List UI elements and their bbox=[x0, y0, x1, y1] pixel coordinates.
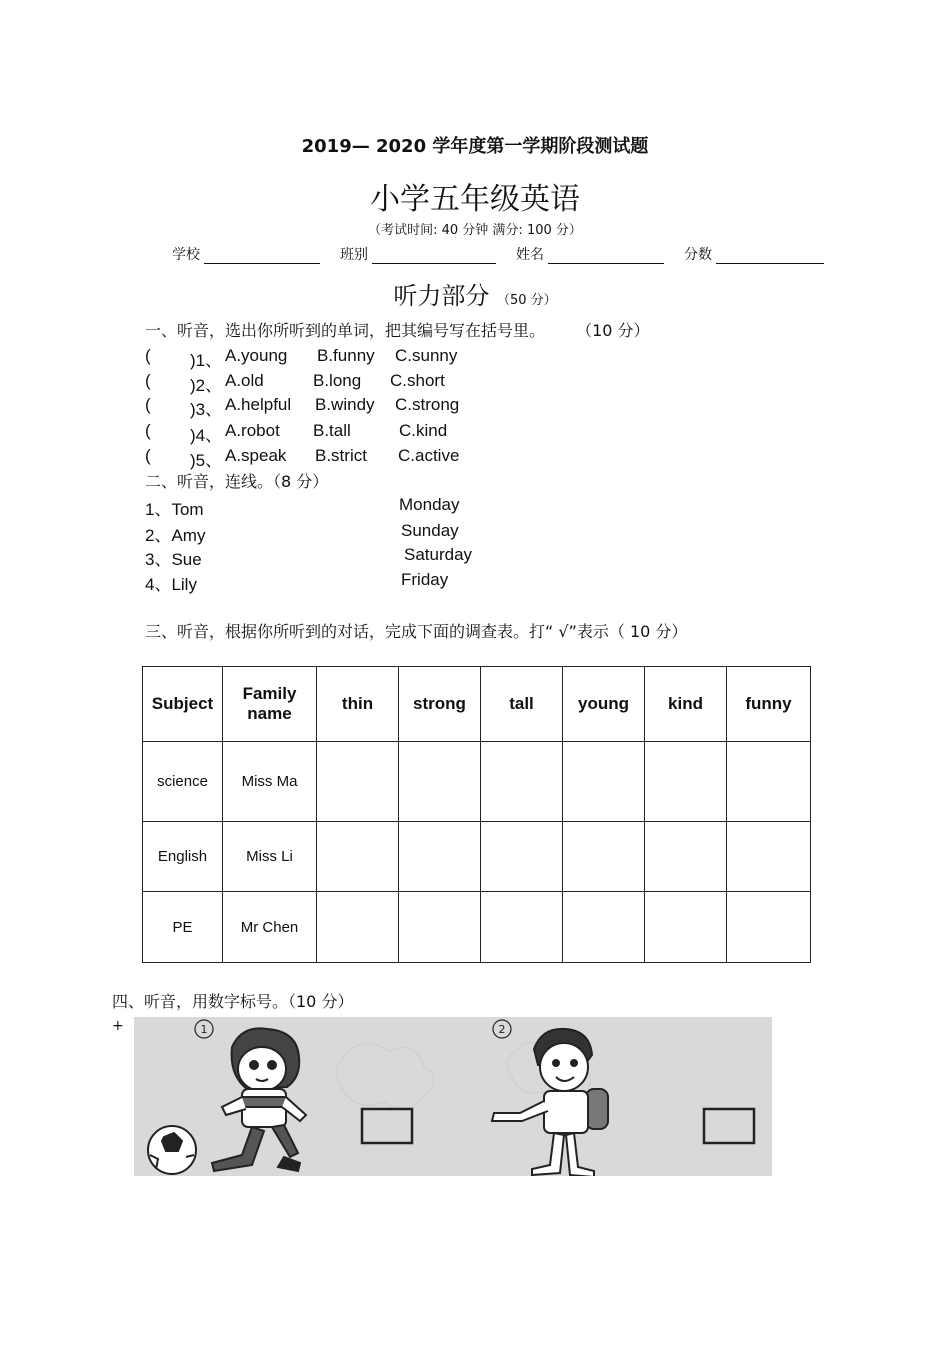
field-class bbox=[340, 244, 496, 264]
check-cell[interactable] bbox=[399, 822, 481, 892]
match-left-2[interactable]: 2、Amy bbox=[145, 526, 206, 545]
check-cell[interactable] bbox=[481, 892, 563, 963]
field-name-label: 姓名 bbox=[516, 247, 544, 263]
cell-family-name: Miss Li bbox=[223, 822, 317, 892]
match-right-2[interactable]: Sunday bbox=[401, 521, 459, 540]
field-school-line[interactable] bbox=[204, 245, 320, 264]
boy-with-backpack bbox=[492, 1029, 608, 1176]
soccer-ball bbox=[148, 1126, 196, 1174]
cell-subject: English bbox=[143, 822, 223, 892]
table-row bbox=[143, 822, 811, 892]
header-subject: Subject bbox=[143, 667, 223, 742]
check-cell[interactable] bbox=[481, 742, 563, 822]
illustration-strip bbox=[134, 1017, 772, 1176]
check-cell[interactable] bbox=[645, 742, 727, 822]
check-cell[interactable] bbox=[399, 742, 481, 822]
check-cell[interactable] bbox=[317, 822, 399, 892]
check-cell[interactable] bbox=[727, 822, 811, 892]
exam-header-title: 2019— 2020 学年度第一学期阶段测试题 bbox=[301, 136, 649, 157]
field-school-label: 学校 bbox=[172, 247, 200, 263]
match-left-1[interactable]: 1、Tom bbox=[145, 500, 204, 519]
boy-kicking-ball bbox=[212, 1028, 306, 1171]
match-left-3[interactable]: 3、Sue bbox=[145, 550, 202, 569]
listening-score: （50 分） bbox=[496, 293, 557, 308]
part1-score: （10 分） bbox=[576, 321, 650, 340]
match-right-4[interactable]: Friday bbox=[401, 570, 449, 589]
answer-box-1[interactable] bbox=[362, 1109, 412, 1143]
check-cell[interactable] bbox=[645, 822, 727, 892]
cell-subject: science bbox=[143, 742, 223, 822]
answer-paren[interactable]: ( bbox=[145, 395, 151, 414]
answer-box-2[interactable] bbox=[704, 1109, 754, 1143]
table-row bbox=[143, 892, 811, 963]
field-score-label: 分数 bbox=[684, 247, 712, 263]
part4-instruction: 四、听音，用数字标号。（10 分） bbox=[112, 992, 354, 1011]
field-name bbox=[516, 244, 664, 264]
check-cell[interactable] bbox=[317, 742, 399, 822]
field-name-line[interactable] bbox=[548, 245, 664, 264]
exam-subject-title: 小学五年级英语 bbox=[370, 182, 580, 217]
check-cell[interactable] bbox=[727, 742, 811, 822]
check-cell[interactable] bbox=[645, 892, 727, 963]
header-strong: strong bbox=[399, 667, 481, 742]
field-school bbox=[172, 244, 320, 264]
answer-paren[interactable]: ( bbox=[145, 371, 151, 390]
field-score-line[interactable] bbox=[716, 245, 824, 264]
field-class-line[interactable] bbox=[372, 245, 496, 264]
part3-instruction: 三、听音，根据你所听到的对话，完成下面的调查表。打“ √”表示（ 10 分） bbox=[145, 622, 688, 641]
cartoon-illustration bbox=[134, 1017, 772, 1176]
part1-instruction: 一、听音，选出你所听到的单词，把其编号写在括号里。 （10 分） bbox=[145, 321, 650, 340]
check-cell[interactable] bbox=[317, 892, 399, 963]
answer-paren[interactable]: ( bbox=[145, 446, 151, 465]
match-left-4[interactable]: 4、Lily bbox=[145, 575, 197, 594]
survey-table bbox=[142, 666, 811, 963]
header-thin: thin bbox=[317, 667, 399, 742]
listening-section-title bbox=[0, 276, 950, 311]
check-cell[interactable] bbox=[481, 822, 563, 892]
header-funny: funny bbox=[727, 667, 811, 742]
svg-text:1: 1 bbox=[200, 1023, 208, 1036]
table-header-row bbox=[143, 667, 811, 742]
match-right-1[interactable]: Monday bbox=[399, 495, 460, 514]
part2-instruction: 二、听音，连线。（8 分） bbox=[145, 472, 329, 491]
svg-text:2: 2 bbox=[498, 1023, 506, 1036]
match-right-3[interactable]: Saturday bbox=[404, 545, 473, 564]
check-cell[interactable] bbox=[563, 822, 645, 892]
answer-paren[interactable]: ( bbox=[145, 346, 151, 365]
answer-paren[interactable]: ( bbox=[145, 421, 151, 440]
field-score bbox=[684, 244, 824, 264]
field-class-label: 班别 bbox=[340, 247, 368, 263]
plus-mark: + bbox=[112, 1018, 124, 1034]
check-cell[interactable] bbox=[727, 892, 811, 963]
listening-title: 听力部分 bbox=[393, 282, 490, 310]
cell-subject: PE bbox=[143, 892, 223, 963]
header-tall: tall bbox=[481, 667, 563, 742]
check-cell[interactable] bbox=[563, 892, 645, 963]
header-young: young bbox=[563, 667, 645, 742]
header-kind: kind bbox=[645, 667, 727, 742]
check-cell[interactable] bbox=[399, 892, 481, 963]
cell-family-name: Miss Ma bbox=[223, 742, 317, 822]
header-family-name: Family name bbox=[223, 667, 317, 742]
exam-info: （考试时间: 40 分钟 满分: 100 分） bbox=[368, 223, 582, 238]
cell-family-name: Mr Chen bbox=[223, 892, 317, 963]
check-cell[interactable] bbox=[563, 742, 645, 822]
table-row bbox=[143, 742, 811, 822]
